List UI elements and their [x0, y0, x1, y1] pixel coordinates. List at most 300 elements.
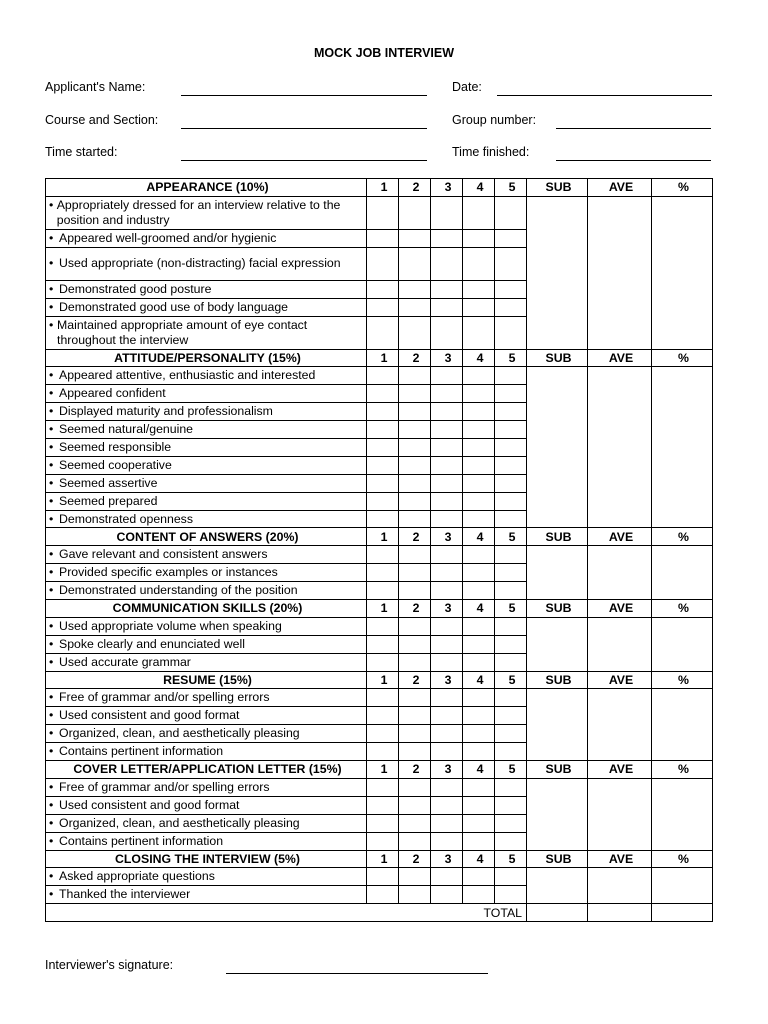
criterion-text: Gave relevant and consistent answers [59, 547, 268, 562]
score-header-rating-2: 2 [399, 761, 431, 779]
criterion-text: Maintained appropriate amount of eye contact throughout the interview [57, 317, 308, 347]
score-header-rating-1: 1 [367, 850, 399, 868]
rating-2-cell[interactable] [399, 229, 431, 247]
criterion-text: Appeared attentive, enthusiastic and interested [59, 368, 316, 383]
score-header-rating-4: 4 [463, 600, 495, 618]
applicant-name-field[interactable] [181, 95, 427, 96]
rating-1-cell[interactable] [367, 778, 399, 796]
rating-4-cell[interactable] [463, 564, 495, 582]
rating-4-cell[interactable] [463, 196, 495, 229]
percent-cell[interactable] [652, 689, 713, 761]
rating-1-cell[interactable] [367, 510, 399, 528]
rating-3-cell[interactable] [431, 492, 463, 510]
score-header-percent: % [652, 761, 713, 779]
rating-3-cell[interactable] [431, 474, 463, 492]
rating-2-cell[interactable] [399, 492, 431, 510]
rating-5-cell[interactable] [495, 403, 527, 421]
rating-4-cell[interactable] [463, 546, 495, 564]
criterion-cell [46, 196, 367, 229]
score-header-percent: % [652, 671, 713, 689]
section-header-row [46, 528, 713, 546]
rating-5-cell[interactable] [495, 707, 527, 725]
score-header-ave: AVE [588, 671, 652, 689]
rating-4-cell[interactable] [463, 247, 495, 280]
rating-3-cell[interactable] [431, 196, 463, 229]
rating-1-cell[interactable] [367, 280, 399, 298]
rating-5-cell[interactable] [495, 796, 527, 814]
criterion-cell [46, 743, 367, 761]
rating-1-cell[interactable] [367, 707, 399, 725]
rating-3-cell[interactable] [431, 229, 463, 247]
time-started-label: Time started: [45, 145, 118, 159]
rating-1-cell[interactable] [367, 403, 399, 421]
time-finished-field[interactable] [556, 160, 711, 161]
rating-1-cell[interactable] [367, 196, 399, 229]
bullet-icon: • [49, 230, 54, 245]
rating-5-cell[interactable] [495, 617, 527, 635]
rating-2-cell[interactable] [399, 689, 431, 707]
rating-3-cell[interactable] [431, 439, 463, 457]
sub-cell[interactable] [527, 367, 588, 528]
rating-5-cell[interactable] [495, 510, 527, 528]
rating-2-cell[interactable] [399, 653, 431, 671]
criterion-cell [46, 421, 367, 439]
rating-2-cell[interactable] [399, 316, 431, 349]
criterion-text: Used accurate grammar [59, 654, 191, 669]
percent-cell[interactable] [652, 617, 713, 671]
bullet-icon: • [49, 815, 54, 830]
bullet-icon: • [49, 404, 54, 419]
rating-2-cell[interactable] [399, 743, 431, 761]
rating-2-cell[interactable] [399, 298, 431, 316]
bullet-icon: • [49, 583, 54, 598]
criterion-text: Demonstrated good posture [59, 281, 212, 296]
rating-2-cell[interactable] [399, 280, 431, 298]
criterion-cell [46, 510, 367, 528]
criterion-text: Contains pertinent information [59, 833, 224, 848]
bullet-icon: • [49, 690, 54, 705]
score-header-rating-5: 5 [495, 528, 527, 546]
rating-2-cell[interactable] [399, 814, 431, 832]
bullet-icon: • [49, 197, 54, 212]
rating-1-cell[interactable] [367, 653, 399, 671]
rating-5-cell[interactable] [495, 280, 527, 298]
bullet-icon: • [49, 565, 54, 580]
rating-3-cell[interactable] [431, 367, 463, 385]
rating-4-cell[interactable] [463, 280, 495, 298]
score-header-percent: % [652, 850, 713, 868]
criterion-cell [46, 814, 367, 832]
score-header-rating-5: 5 [495, 761, 527, 779]
sub-cell[interactable] [527, 196, 588, 349]
criterion-cell [46, 456, 367, 474]
group-number-label: Group number: [452, 113, 537, 127]
score-header-rating-1: 1 [367, 671, 399, 689]
total-spacer [46, 904, 463, 922]
ave-cell[interactable] [588, 367, 652, 528]
rating-4-cell[interactable] [463, 367, 495, 385]
rating-3-cell[interactable] [431, 510, 463, 528]
rating-5-cell[interactable] [495, 316, 527, 349]
ave-cell[interactable] [588, 617, 652, 671]
date-field[interactable] [497, 95, 712, 96]
bullet-icon: • [49, 256, 54, 271]
criterion-text: Displayed maturity and professionalism [59, 404, 273, 419]
rating-3-cell[interactable] [431, 868, 463, 886]
rating-3-cell[interactable] [431, 456, 463, 474]
rating-3-cell[interactable] [431, 707, 463, 725]
rating-5-cell[interactable] [495, 474, 527, 492]
bullet-icon: • [49, 833, 54, 848]
bullet-icon: • [49, 439, 54, 454]
criterion-row [46, 196, 713, 229]
rating-4-cell[interactable] [463, 582, 495, 600]
rating-1-cell[interactable] [367, 385, 399, 403]
rating-5-cell[interactable] [495, 421, 527, 439]
criterion-row [46, 546, 713, 564]
rating-1-cell[interactable] [367, 832, 399, 850]
rating-2-cell[interactable] [399, 385, 431, 403]
rating-4-cell[interactable] [463, 886, 495, 904]
section-heading: RESUME (15%) [46, 671, 367, 689]
score-header-ave: AVE [588, 179, 652, 197]
rating-5-cell[interactable] [495, 725, 527, 743]
criterion-cell [46, 385, 367, 403]
document-title: MOCK JOB INTERVIEW [313, 46, 455, 60]
ave-cell[interactable] [588, 546, 652, 600]
rating-3-cell[interactable] [431, 796, 463, 814]
rating-5-cell[interactable] [495, 229, 527, 247]
criterion-cell [46, 886, 367, 904]
rating-2-cell[interactable] [399, 582, 431, 600]
bullet-icon: • [49, 726, 54, 741]
rating-1-cell[interactable] [367, 492, 399, 510]
percent-cell[interactable] [652, 367, 713, 528]
criterion-text: Appeared confident [59, 386, 166, 401]
rating-4-cell[interactable] [463, 832, 495, 850]
criterion-cell [46, 247, 367, 280]
signature-field[interactable] [226, 973, 488, 974]
score-header-sub: SUB [527, 179, 588, 197]
course-section-label: Course and Section: [45, 113, 159, 127]
rating-3-cell[interactable] [431, 689, 463, 707]
rating-5-cell[interactable] [495, 582, 527, 600]
rating-2-cell[interactable] [399, 421, 431, 439]
rating-1-cell[interactable] [367, 367, 399, 385]
score-header-sub: SUB [527, 600, 588, 618]
rating-4-cell[interactable] [463, 814, 495, 832]
ave-cell[interactable] [588, 868, 652, 904]
sub-cell[interactable] [527, 868, 588, 904]
rating-5-cell[interactable] [495, 868, 527, 886]
sub-cell[interactable] [527, 617, 588, 671]
rating-2-cell[interactable] [399, 456, 431, 474]
rating-2-cell[interactable] [399, 403, 431, 421]
rating-4-cell[interactable] [463, 316, 495, 349]
rating-2-cell[interactable] [399, 868, 431, 886]
rating-4-cell[interactable] [463, 868, 495, 886]
rating-2-cell[interactable] [399, 635, 431, 653]
rating-2-cell[interactable] [399, 796, 431, 814]
rating-1-cell[interactable] [367, 582, 399, 600]
section-header-row [46, 600, 713, 618]
rating-4-cell[interactable] [463, 796, 495, 814]
rating-4-cell[interactable] [463, 439, 495, 457]
criterion-text: Spoke clearly and enunciated well [59, 636, 245, 651]
percent-cell[interactable] [652, 778, 713, 850]
rating-5-cell[interactable] [495, 743, 527, 761]
rating-3-cell[interactable] [431, 635, 463, 653]
rating-1-cell[interactable] [367, 546, 399, 564]
rating-3-cell[interactable] [431, 832, 463, 850]
score-header-ave: AVE [588, 528, 652, 546]
section-header-row [46, 179, 713, 197]
rating-2-cell[interactable] [399, 725, 431, 743]
section-header-row [46, 349, 713, 367]
criterion-text: Seemed cooperative [59, 457, 172, 472]
rating-5-cell[interactable] [495, 298, 527, 316]
criterion-text: Thanked the interviewer [59, 887, 191, 902]
score-header-rating-5: 5 [495, 600, 527, 618]
rating-1-cell[interactable] [367, 796, 399, 814]
rating-3-cell[interactable] [431, 564, 463, 582]
score-header-rating-1: 1 [367, 761, 399, 779]
rating-3-cell[interactable] [431, 385, 463, 403]
score-header-rating-1: 1 [367, 179, 399, 197]
rating-5-cell[interactable] [495, 564, 527, 582]
criterion-text: Provided specific examples or instances [59, 565, 278, 580]
rating-3-cell[interactable] [431, 316, 463, 349]
rating-2-cell[interactable] [399, 546, 431, 564]
score-header-rating-4: 4 [463, 179, 495, 197]
bullet-icon: • [49, 708, 54, 723]
rating-2-cell[interactable] [399, 564, 431, 582]
rating-1-cell[interactable] [367, 316, 399, 349]
criterion-text: Asked appropriate questions [59, 869, 215, 884]
score-header-rating-5: 5 [495, 850, 527, 868]
rating-4-cell[interactable] [463, 456, 495, 474]
rating-3-cell[interactable] [431, 617, 463, 635]
rating-1-cell[interactable] [367, 247, 399, 280]
rating-3-cell[interactable] [431, 725, 463, 743]
rating-3-cell[interactable] [431, 814, 463, 832]
bullet-icon: • [49, 547, 54, 562]
criterion-text: Used appropriate volume when speaking [59, 618, 282, 633]
sub-cell[interactable] [527, 778, 588, 850]
rating-2-cell[interactable] [399, 886, 431, 904]
rating-4-cell[interactable] [463, 403, 495, 421]
rating-4-cell[interactable] [463, 743, 495, 761]
sub-cell[interactable] [527, 689, 588, 761]
score-header-rating-3: 3 [431, 179, 463, 197]
rating-3-cell[interactable] [431, 247, 463, 280]
rating-1-cell[interactable] [367, 474, 399, 492]
rating-1-cell[interactable] [367, 814, 399, 832]
rating-4-cell[interactable] [463, 229, 495, 247]
rating-1-cell[interactable] [367, 689, 399, 707]
applicant-name-label: Applicant's Name: [45, 80, 146, 94]
rating-4-cell[interactable] [463, 653, 495, 671]
criterion-cell [46, 689, 367, 707]
percent-cell[interactable] [652, 868, 713, 904]
rating-4-cell[interactable] [463, 492, 495, 510]
bullet-icon: • [49, 493, 54, 508]
rating-2-cell[interactable] [399, 510, 431, 528]
rating-4-cell[interactable] [463, 474, 495, 492]
rating-1-cell[interactable] [367, 229, 399, 247]
rating-5-cell[interactable] [495, 689, 527, 707]
rating-2-cell[interactable] [399, 707, 431, 725]
rating-4-cell[interactable] [463, 725, 495, 743]
rating-4-cell[interactable] [463, 778, 495, 796]
rating-2-cell[interactable] [399, 617, 431, 635]
rating-2-cell[interactable] [399, 367, 431, 385]
score-header-rating-2: 2 [399, 671, 431, 689]
time-started-field[interactable] [181, 160, 427, 161]
ave-cell[interactable] [588, 778, 652, 850]
rating-5-cell[interactable] [495, 814, 527, 832]
rating-1-cell[interactable] [367, 564, 399, 582]
rating-1-cell[interactable] [367, 617, 399, 635]
score-header-rating-4: 4 [463, 528, 495, 546]
rating-2-cell[interactable] [399, 778, 431, 796]
rating-3-cell[interactable] [431, 582, 463, 600]
course-section-field[interactable] [181, 128, 427, 129]
rating-3-cell[interactable] [431, 298, 463, 316]
score-header-rating-2: 2 [399, 600, 431, 618]
rating-5-cell[interactable] [495, 439, 527, 457]
criterion-text: Seemed assertive [59, 475, 158, 490]
total-row [46, 904, 713, 922]
rating-2-cell[interactable] [399, 474, 431, 492]
criterion-text: Used appropriate (non-distracting) facial expression [59, 256, 341, 271]
rating-1-cell[interactable] [367, 298, 399, 316]
rating-1-cell[interactable] [367, 886, 399, 904]
score-header-rating-2: 2 [399, 349, 431, 367]
rating-3-cell[interactable] [431, 886, 463, 904]
score-header-ave: AVE [588, 850, 652, 868]
criterion-cell [46, 635, 367, 653]
rating-3-cell[interactable] [431, 280, 463, 298]
rating-4-cell[interactable] [463, 635, 495, 653]
score-header-rating-3: 3 [431, 528, 463, 546]
rating-5-cell[interactable] [495, 492, 527, 510]
rating-3-cell[interactable] [431, 743, 463, 761]
criterion-text: Demonstrated openness [59, 511, 193, 526]
rating-5-cell[interactable] [495, 367, 527, 385]
bullet-icon: • [49, 475, 54, 490]
rating-2-cell[interactable] [399, 196, 431, 229]
percent-cell[interactable] [652, 196, 713, 349]
rating-2-cell[interactable] [399, 247, 431, 280]
rating-5-cell[interactable] [495, 832, 527, 850]
criterion-text: Organized, clean, and aesthetically pleasing [59, 815, 300, 830]
rating-4-cell[interactable] [463, 385, 495, 403]
score-header-rating-3: 3 [431, 761, 463, 779]
rating-4-cell[interactable] [463, 298, 495, 316]
rating-3-cell[interactable] [431, 546, 463, 564]
bullet-icon: • [49, 618, 54, 633]
criterion-text: Seemed prepared [59, 493, 158, 508]
ave-cell[interactable] [588, 196, 652, 349]
criterion-row [46, 367, 713, 385]
rating-5-cell[interactable] [495, 778, 527, 796]
score-header-rating-5: 5 [495, 671, 527, 689]
rating-2-cell[interactable] [399, 439, 431, 457]
rating-5-cell[interactable] [495, 546, 527, 564]
rating-1-cell[interactable] [367, 439, 399, 457]
rating-3-cell[interactable] [431, 778, 463, 796]
rating-3-cell[interactable] [431, 403, 463, 421]
group-number-field[interactable] [556, 128, 711, 129]
bullet-icon: • [49, 654, 54, 669]
rating-5-cell[interactable] [495, 456, 527, 474]
score-header-rating-1: 1 [367, 349, 399, 367]
section-heading: APPEARANCE (10%) [46, 179, 367, 197]
rating-5-cell[interactable] [495, 247, 527, 280]
rating-1-cell[interactable] [367, 868, 399, 886]
bullet-icon: • [49, 281, 54, 296]
criterion-cell [46, 796, 367, 814]
section-header-row [46, 761, 713, 779]
percent-cell[interactable] [652, 546, 713, 600]
bullet-icon: • [49, 869, 54, 884]
rating-5-cell[interactable] [495, 196, 527, 229]
rating-3-cell[interactable] [431, 653, 463, 671]
rating-1-cell[interactable] [367, 743, 399, 761]
rating-4-cell[interactable] [463, 510, 495, 528]
score-header-percent: % [652, 600, 713, 618]
score-header-sub: SUB [527, 528, 588, 546]
total-percent-cell [652, 904, 713, 922]
criterion-text: Free of grammar and/or spelling errors [59, 690, 270, 705]
rating-4-cell[interactable] [463, 689, 495, 707]
score-header-sub: SUB [527, 850, 588, 868]
score-header-sub: SUB [527, 671, 588, 689]
score-header-rating-2: 2 [399, 850, 431, 868]
criterion-row [46, 689, 713, 707]
rating-4-cell[interactable] [463, 617, 495, 635]
rating-5-cell[interactable] [495, 385, 527, 403]
score-header-sub: SUB [527, 761, 588, 779]
ave-cell[interactable] [588, 689, 652, 761]
rating-5-cell[interactable] [495, 653, 527, 671]
criterion-cell [46, 832, 367, 850]
criterion-text: Organized, clean, and aesthetically pleasing [59, 726, 300, 741]
rating-4-cell[interactable] [463, 421, 495, 439]
rating-1-cell[interactable] [367, 725, 399, 743]
rating-5-cell[interactable] [495, 886, 527, 904]
rating-5-cell[interactable] [495, 635, 527, 653]
criterion-cell [46, 298, 367, 316]
bullet-icon: • [49, 887, 54, 902]
sub-cell[interactable] [527, 546, 588, 600]
criterion-cell [46, 546, 367, 564]
score-header-rating-3: 3 [431, 850, 463, 868]
criterion-cell [46, 492, 367, 510]
total-value-cell[interactable] [527, 904, 588, 922]
rating-3-cell[interactable] [431, 421, 463, 439]
rating-1-cell[interactable] [367, 456, 399, 474]
score-header-rating-5: 5 [495, 349, 527, 367]
date-label: Date: [452, 80, 482, 94]
criterion-text: Free of grammar and/or spelling errors [59, 779, 270, 794]
rating-1-cell[interactable] [367, 421, 399, 439]
rating-2-cell[interactable] [399, 832, 431, 850]
rating-4-cell[interactable] [463, 707, 495, 725]
rating-1-cell[interactable] [367, 635, 399, 653]
criterion-cell [46, 582, 367, 600]
